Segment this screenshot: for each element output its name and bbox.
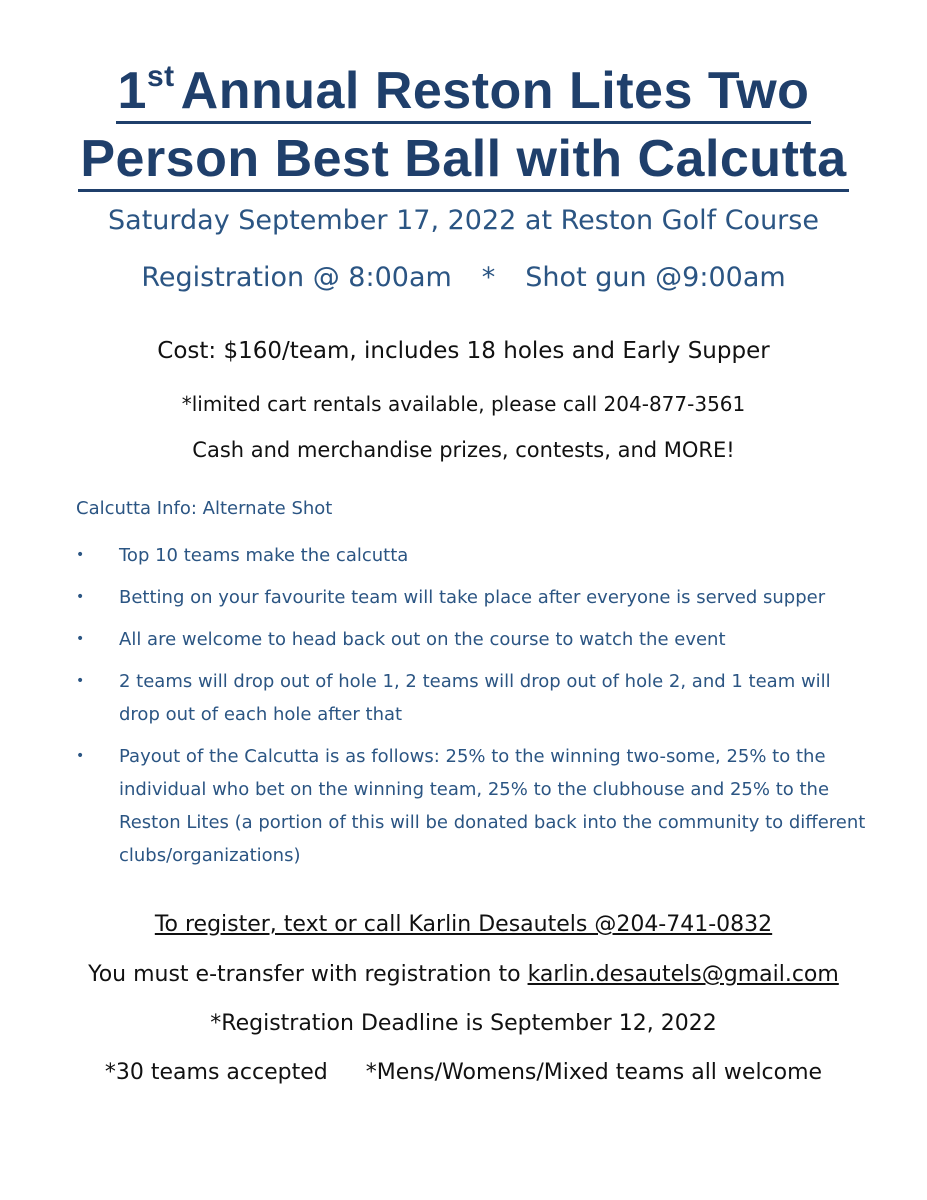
etransfer-prefix: You must e-transfer with registration to	[88, 962, 528, 987]
registration-deadline: *Registration Deadline is September 12, 2022	[210, 1011, 717, 1036]
bullet-icon: •	[76, 589, 85, 605]
title-line-1-text: Annual Reston Lites Two	[180, 62, 810, 120]
cost-info: Cost: $160/team, includes 18 holes and Early Supper	[157, 338, 770, 364]
etransfer-email-link[interactable]: karlin.desautels@gmail.com	[527, 962, 839, 987]
registration-time: Registration @ 8:00am	[141, 262, 452, 293]
team-info	[0, 1060, 927, 1085]
cart-rental-note: *limited cart rentals available, please call 204-877-3561	[181, 392, 746, 416]
event-date-location: Saturday September 17, 2022 at Reston Golf Course	[108, 205, 819, 236]
teams-accepted: *30 teams accepted	[104, 1060, 328, 1085]
time-separator: *	[481, 262, 496, 293]
bullet-icon: •	[76, 547, 85, 563]
shotgun-time: Shot gun @9:00am	[525, 262, 786, 293]
register-contact-text: To register, text or call Karlin Desautels @204-741-0832	[154, 912, 773, 937]
calcutta-item-text: Top 10 teams make the calcutta	[119, 545, 409, 566]
calcutta-list-item	[76, 740, 866, 872]
calcutta-list-item	[76, 539, 866, 572]
calcutta-list-item	[76, 581, 866, 614]
register-contact	[0, 912, 927, 937]
etransfer-info	[0, 962, 927, 987]
calcutta-section	[76, 498, 866, 881]
title-ordinal-suffix: st	[146, 60, 175, 93]
event-title	[0, 58, 927, 194]
title-ordinal-number: 1	[117, 62, 147, 120]
calcutta-list	[76, 539, 866, 872]
title-line-2: Person Best Ball with Calcutta	[78, 129, 848, 192]
bullet-icon: •	[76, 748, 85, 764]
title-line-1	[116, 61, 812, 124]
calcutta-list-item	[76, 623, 866, 656]
bullet-icon: •	[76, 631, 85, 647]
calcutta-item-text: Payout of the Calcutta is as follows: 25% to the winning two-some, 25% to the individual who bet on the winning team, 25% to the clubhouse and 25% to the Reston Lites (a portion of this will be donated back into the community to different clubs/organizations)	[119, 746, 866, 866]
calcutta-list-item	[76, 665, 866, 731]
calcutta-item-text: Betting on your favourite team will take place after everyone is served supper	[119, 587, 826, 608]
calcutta-item-text: 2 teams will drop out of hole 1, 2 teams will drop out of hole 2, and 1 team will drop out of each hole after that	[119, 671, 831, 725]
teams-welcome: *Mens/Womens/Mixed teams all welcome	[365, 1060, 823, 1085]
prizes-info: Cash and merchandise prizes, contests, and MORE!	[192, 438, 735, 462]
bullet-icon: •	[76, 673, 85, 689]
calcutta-heading: Calcutta Info: Alternate Shot	[76, 498, 333, 519]
event-times	[0, 262, 927, 293]
calcutta-item-text: All are welcome to head back out on the course to watch the event	[119, 629, 726, 650]
